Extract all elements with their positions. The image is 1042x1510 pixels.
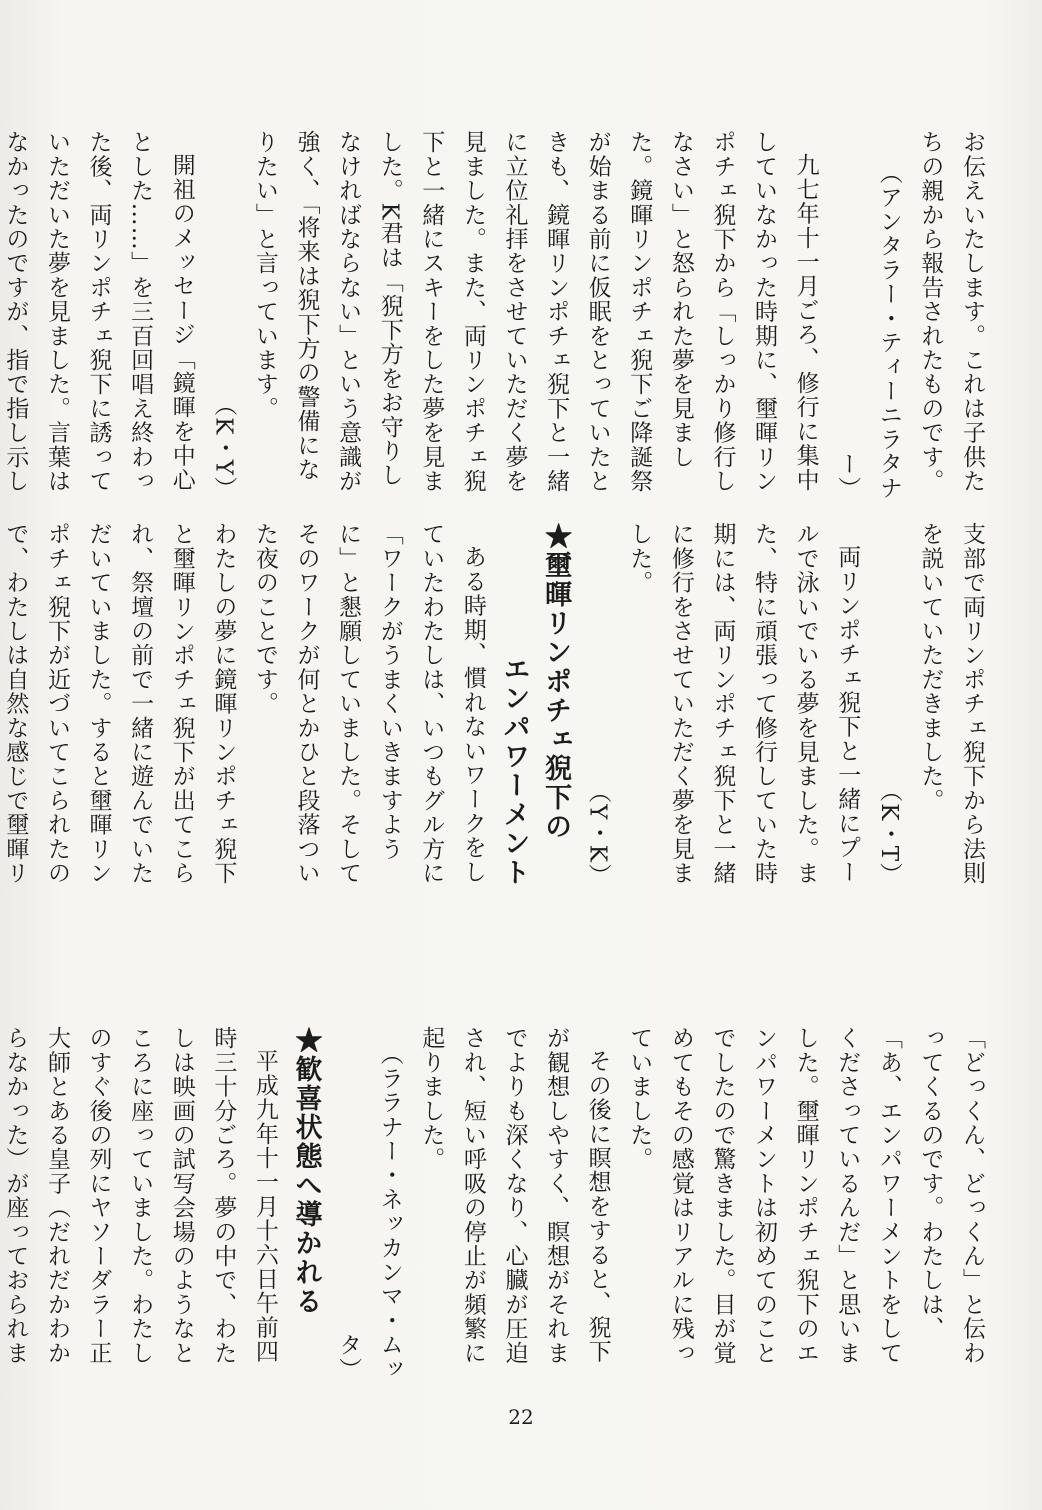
text-block-bottom — [2, 1026, 992, 1381]
section-heading: ★壐暉リンポチェ猊下の — [540, 522, 572, 841]
section-heading: ★歓喜状態へ導かれる — [290, 1026, 322, 1316]
signature: （K・T） — [875, 779, 902, 887]
text-block-middle — [2, 522, 992, 887]
paragraph: わたしの夢に鏡暉リンポチェ猊下と壐暉リンポチェ猊下が出てこられ、祭壇の前で一緒に遊んでいただいていました。すると壐暉リンポチェ猊下が近づいてこられたので、わたしは自然な感じで壐暉リ — [2, 522, 237, 885]
section-heading-continued: エンパワーメント — [498, 655, 530, 887]
paragraph: 「どっくん、どっくん」と伝わってくるのです。わたしは、「あ、エンパワーメントをしてくださっているんだ」と思いました。壐暉リンポチェ猊下のエンパワーメントは初めてのことでしたので驚きました。目が覚めてもその感覚はリアルに残っていました。 — [626, 1026, 985, 1365]
paragraph: 両リンポチェ猊下と一緒にプールで泳いでいる夢を見ました。また、特に頑張って修行していた時期には、両リンポチェ猊下と一緒に修行をさせていただく夢を見ました。 — [626, 522, 861, 885]
paragraph: 平成九年十一月十六日午前四時三十分ごろ。夢の中で、わたしは映画の試写会場のようなところに座っていました。わたしのすぐ後の列にヤソーダラー正大師とある皇子（だれだかわからなかった）が座っておられま — [2, 1026, 278, 1365]
paragraph: 開祖のメッセージ「鏡暉を中心とした……」を三百回唱え終わった後、両リンポチェ猊下に誘っていただいた夢を見ました。言葉はなかったのですが、指で指し示し — [2, 130, 195, 493]
signature: （ララナー・ネッカンマ・ムッタ） — [335, 1042, 403, 1381]
page-number: 22 — [508, 1405, 534, 1429]
text-block-top — [2, 130, 992, 500]
signature: （Y・K） — [584, 779, 611, 887]
paragraph: ある時期、慣れないワークをしていたわたしは、いつもグル方に「ワークがうまくいきますように」と懇願していました。そしてそのワークが何とかひと段落ついた夜のことです。 — [251, 522, 486, 885]
paragraph: お伝えいたします。これは子供たちの親から報告されたものです。 — [917, 130, 985, 493]
paragraph: その後に瞑想をすると、猊下が観想しやすく、瞑想がそれまでよりも深くなり、心臓が圧迫され、短い呼吸の停止が頻繁に起りました。 — [418, 1026, 611, 1365]
signature: （K・Y） — [210, 392, 237, 500]
signature: （アンタラー・ティーニラタナー） — [834, 161, 902, 500]
paragraph: 九七年十一月ごろ、修行に集中していなかった時期に、壐暉リンポチェ猊下から「しっかり修行しなさい」と怒られた夢を見ました。鏡暉リンポチェ猊下ご降誕祭が始まる前に仮眠をとっていたときも、鏡暉リンポチェ猊下と一緒に立位礼拝をさせていただく夢を見ました。また、両リンポチェ猊下と一緒にスキーをした夢を見ました。K君は「猊下方をお守りしなければならない」という意識が強く、「将来は猊下方の警備になりたい」と言っています。 — [251, 130, 819, 493]
paragraph: 支部で両リンポチェ猊下から法則を説いていただきました。 — [917, 522, 985, 885]
